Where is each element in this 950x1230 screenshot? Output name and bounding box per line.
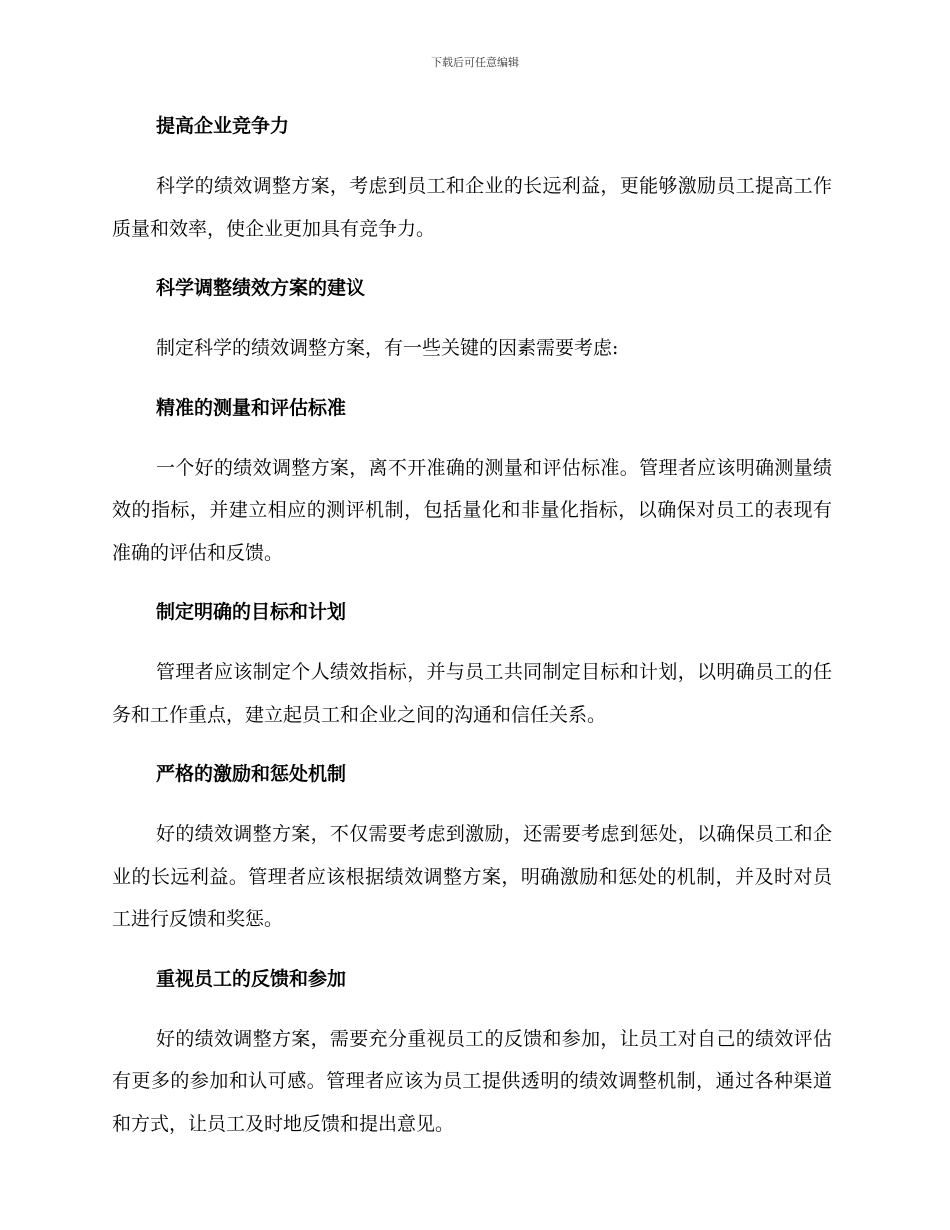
section-paragraph: 制定科学的绩效调整方案，有一些关键的因素需要考虑: [156,337,619,359]
section-paragraph: 科学的绩效调整方案，考虑到员工和企业的长远利益，更能够激励员工提高工作质量和效率，使企业更加具有竞争力。 [112,175,832,240]
section [112,272,832,392]
section-heading: 提高企业竞争力 [156,115,290,137]
section-heading: 严格的激励和惩处机制 [156,763,347,785]
section [112,963,832,1146]
section-heading: 制定明确的目标和计划 [156,601,347,623]
page-header: 下载后可任意编辑 [431,56,519,69]
document-body [112,110,832,1145]
section [112,596,832,758]
section-heading: 重视员工的反馈和参加 [156,967,347,990]
section-heading: 精准的测量和评估标准 [156,396,347,419]
section-paragraph: 管理者应该制定个人绩效指标，并与员工共同制定目标和计划，以明确员工的任务和工作重点，建立起员工和企业之间的沟通和信任关系。 [112,661,832,726]
section-paragraph: 好的绩效调整方案，不仅需要考虑到激励，还需要考虑到惩处，以确保员工和企业的长远利益。管理者应该根据绩效调整方案，明确激励和惩处的机制，并及时对员工进行反馈和奖惩。 [112,823,832,930]
section-paragraph: 一个好的绩效调整方案，离不开准确的测量和评估标准。管理者应该明确测量绩效的指标，并建立相应的测评机制，包括量化和非量化指标，以确保对员工的表现有准确的评估和反馈。 [112,456,832,564]
section-heading: 科学调整绩效方案的建议 [156,277,366,299]
section [112,758,832,963]
section [112,110,832,272]
section [112,392,832,597]
section-paragraph: 好的绩效调整方案，需要充分重视员工的反馈和参加，让员工对自己的绩效评估有更多的参加和认可感。管理者应该为员工提供透明的绩效调整机制，通过各种渠道和方式，让员工及时地反馈和提出意见。 [112,1027,832,1135]
